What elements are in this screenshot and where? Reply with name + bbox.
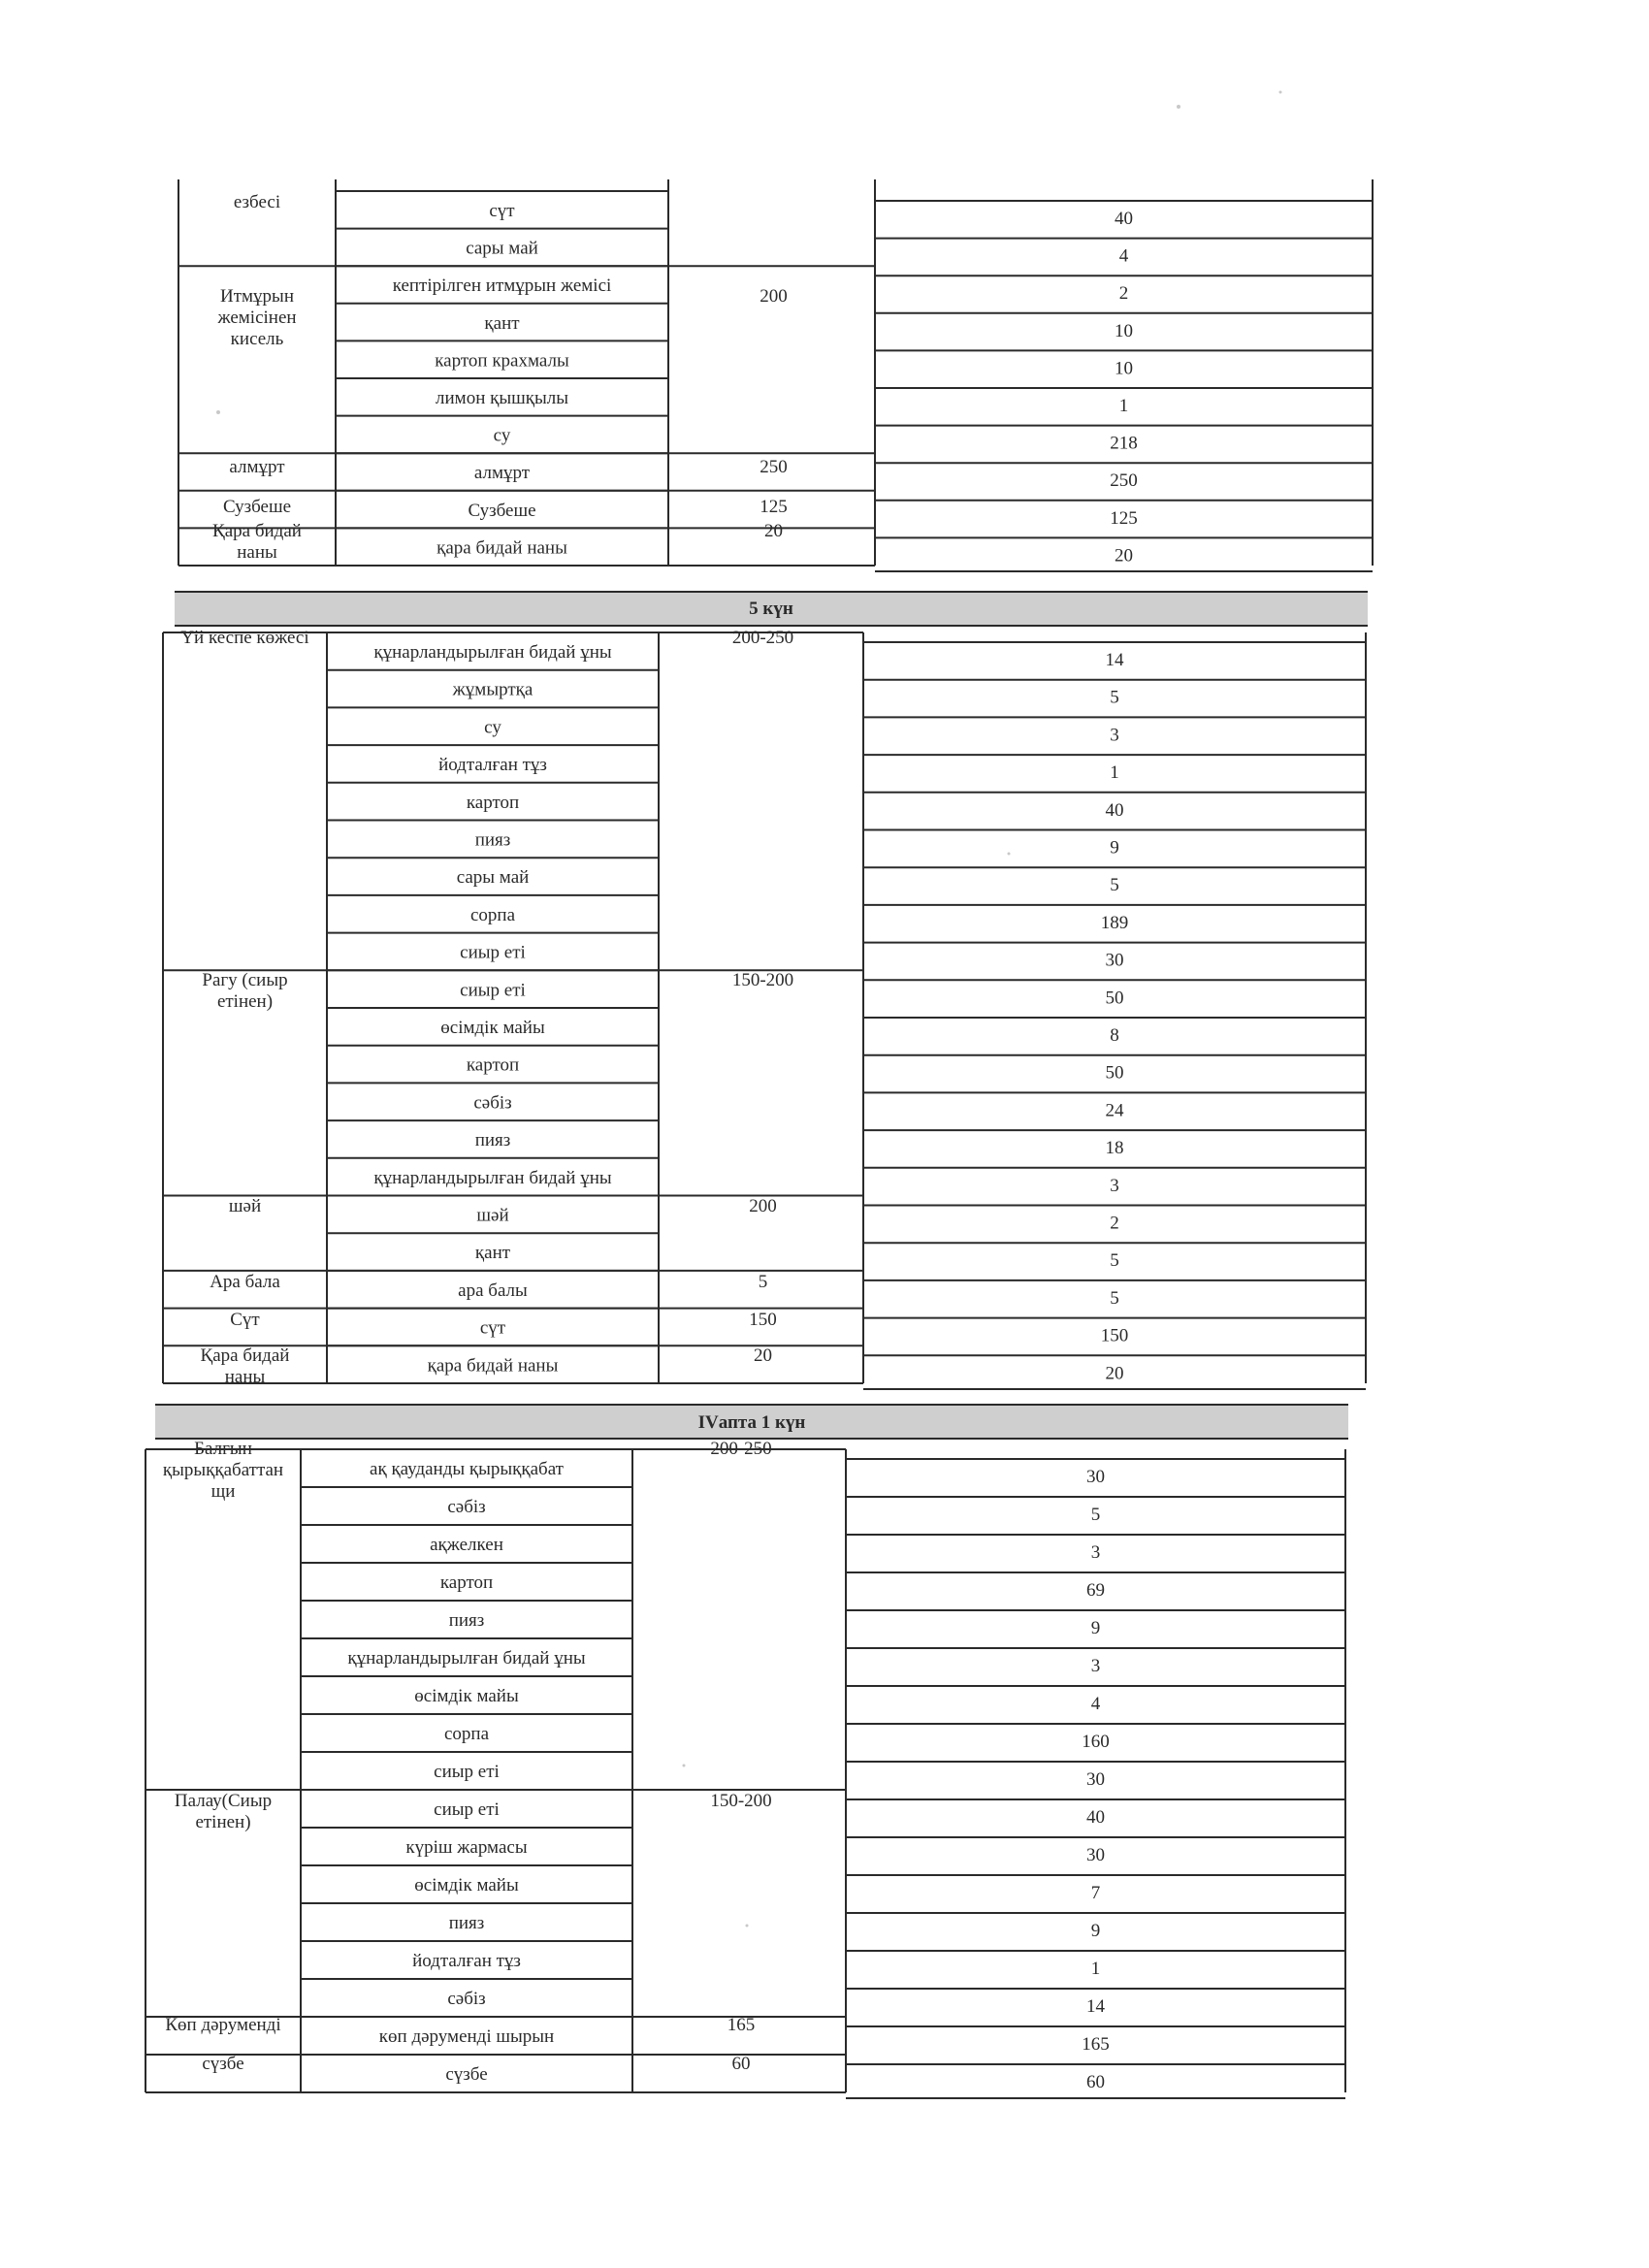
ingredient-name: сиыр еті: [460, 942, 526, 963]
ingredient-amount: 3: [1110, 1175, 1119, 1196]
dish-name: кисель: [230, 329, 284, 349]
ingredient-amount: 3: [1110, 725, 1119, 746]
ingredient-amount: 20: [1105, 1363, 1124, 1384]
dish-name: қырыққабаттан: [162, 1460, 284, 1480]
dish-name: Қара бидай: [212, 521, 302, 541]
ingredient-name: сары май: [466, 238, 538, 259]
ingredient-name: пияз: [448, 1913, 485, 1933]
ingredient-amount: 30: [1086, 1769, 1105, 1790]
ingredient-name: картоп: [439, 1572, 494, 1593]
scan-speck: [1008, 853, 1011, 856]
ingredient-name: сорпа: [443, 1724, 490, 1744]
ingredient-amount: 50: [1105, 988, 1124, 1009]
ingredient-amount: 3: [1090, 1656, 1101, 1676]
dish-name: Үй кеспе көжесі: [180, 628, 309, 648]
ingredient-name: сәбіз: [447, 1989, 486, 2009]
ingredient-amount: 160: [1082, 1732, 1110, 1752]
ingredient-amount: 1: [1090, 1959, 1101, 1979]
ingredient-name: пияз: [448, 1610, 485, 1631]
dish-name: езбесі: [233, 192, 281, 212]
portion-size: 165: [727, 2015, 756, 2035]
ingredient-amount: 5: [1110, 1287, 1119, 1309]
ingredient-name: су: [484, 717, 501, 738]
dish-name: Ара бала: [210, 1272, 280, 1292]
ingredient-name: йодталған тұз: [412, 1951, 521, 1971]
ingredient-name: қант: [484, 312, 520, 334]
dish-name: шәй: [228, 1196, 262, 1216]
ingredient-name: күріш жармасы: [405, 1837, 528, 1858]
ingredient-name: сиыр еті: [434, 1762, 500, 1782]
ingredient-name: кептірілген итмұрын жемісі: [392, 275, 612, 297]
portion-size: 125: [760, 497, 788, 517]
ingredient-name: шәй: [476, 1205, 509, 1226]
dish-name: етінен): [195, 1812, 251, 1832]
ingredient-amount: 40: [1105, 799, 1124, 821]
portion-size: 60: [731, 2054, 751, 2074]
ingredient-amount: 165: [1082, 2034, 1110, 2055]
ingredient-name: құнарландырылған бидай ұны: [347, 1648, 586, 1669]
ingredient-name: қант: [474, 1243, 511, 1264]
portion-size: 200-250: [731, 628, 794, 648]
dish-name: Рагу (сиыр: [202, 970, 288, 990]
ingredient-name: сары май: [456, 867, 530, 889]
ingredient-name: пияз: [474, 829, 511, 851]
ingredient-name: көп дәруменді шырын: [378, 2026, 555, 2047]
ingredient-amount: 30: [1105, 950, 1124, 971]
dish-name: алмұрт: [229, 457, 285, 477]
ingredient-name: Сузбеше: [468, 500, 536, 521]
ingredient-name: сорпа: [469, 904, 516, 925]
dish-name: Қара бидай: [200, 1345, 290, 1366]
ingredient-amount: 14: [1105, 650, 1124, 670]
ingredient-name: сәбіз: [473, 1092, 512, 1114]
day-header: IVапта 1 күн: [697, 1412, 806, 1433]
portion-size: 250: [760, 457, 788, 477]
dish-name: Сүт: [230, 1310, 260, 1330]
portion-size: 150-200: [731, 970, 794, 990]
portion-size: 200: [760, 286, 788, 307]
ingredient-amount: 1: [1110, 762, 1119, 784]
scan-speck: [746, 1925, 749, 1928]
dish-name: Көп дәруменді: [165, 2015, 281, 2035]
ingredient-name: қара бидай наны: [436, 537, 567, 559]
ingredient-amount: 125: [1110, 507, 1138, 529]
ingredient-amount: 69: [1086, 1580, 1105, 1601]
ingredient-amount: 20: [1115, 545, 1133, 567]
ingredient-name: сүт: [479, 1317, 506, 1339]
ingredient-name: ақжелкен: [430, 1535, 503, 1555]
ingredient-name: лимон қышқылы: [436, 388, 568, 408]
ingredient-amount: 40: [1086, 1807, 1105, 1828]
ingredient-amount: 30: [1086, 1845, 1105, 1865]
portion-size: 200: [749, 1196, 777, 1216]
ingredient-amount: 60: [1086, 2072, 1105, 2092]
ingredient-name: сиыр еті: [460, 980, 526, 1001]
dish-name: жемісінен: [217, 308, 297, 328]
ingredient-name: сиыр еті: [434, 1799, 500, 1820]
ingredient-name: өсімдік майы: [440, 1018, 545, 1038]
ingredient-name: ара балы: [458, 1280, 528, 1301]
dish-name: Балғын: [194, 1439, 252, 1459]
ingredient-amount: 5: [1110, 1250, 1119, 1272]
ingredient-amount: 1: [1118, 396, 1129, 416]
ingredient-name: ақ қауданды қырыққабат: [370, 1459, 564, 1479]
portion-size: 150: [749, 1310, 777, 1330]
ingredient-name: өсімдік майы: [414, 1686, 519, 1706]
ingredient-amount: 7: [1090, 1883, 1101, 1903]
dish-name: наны: [237, 542, 277, 563]
ingredient-name: қара бидай наны: [427, 1355, 559, 1377]
ingredient-amount: 8: [1110, 1025, 1119, 1046]
scan-speck: [1279, 91, 1282, 94]
portion-size: 20: [764, 521, 783, 541]
ingredient-name: сүзбе: [445, 2064, 488, 2085]
ingredient-name: йодталған тұз: [438, 755, 547, 776]
ingredient-name: картоп: [466, 1054, 520, 1076]
ingredient-name: сәбіз: [447, 1497, 486, 1517]
ingredient-amount: 189: [1100, 912, 1129, 933]
scan-speck: [1177, 105, 1180, 109]
ingredient-amount: 14: [1086, 1996, 1105, 2017]
ingredient-name: су: [493, 425, 511, 446]
scan-speck: [216, 410, 220, 414]
ingredient-amount: 250: [1110, 470, 1138, 492]
ingredient-amount: 2: [1118, 283, 1129, 305]
ingredient-amount: 4: [1090, 1694, 1101, 1714]
ingredient-amount: 150: [1100, 1325, 1129, 1346]
ingredient-amount: 50: [1105, 1062, 1124, 1084]
dish-name: сүзбе: [202, 2054, 244, 2074]
scan-speck: [683, 1765, 686, 1767]
dish-name: наны: [224, 1367, 266, 1387]
ingredient-amount: 18: [1105, 1138, 1124, 1159]
dish-name: щи: [210, 1481, 236, 1502]
ingredient-amount: 5: [1110, 687, 1119, 708]
ingredient-amount: 9: [1090, 1618, 1101, 1638]
ingredient-amount: 3: [1090, 1542, 1101, 1563]
portion-size: 20: [754, 1345, 772, 1366]
ingredient-amount: 10: [1115, 358, 1133, 379]
ingredient-amount: 24: [1105, 1100, 1124, 1121]
ingredient-amount: 5: [1090, 1505, 1101, 1525]
portion-size: 200-250: [710, 1439, 772, 1459]
day-header: 5 күн: [749, 599, 793, 619]
ingredient-name: сүт: [489, 201, 515, 221]
dish-name: етінен): [216, 991, 274, 1012]
dish-name: Итмұрын: [220, 286, 294, 307]
portion-size: 150-200: [710, 1791, 772, 1811]
ingredient-amount: 40: [1115, 209, 1133, 229]
ingredient-name: құнарландырылған бидай ұны: [373, 1167, 612, 1188]
ingredient-name: картоп: [466, 792, 520, 813]
dish-name: Сузбеше: [222, 497, 292, 517]
dish-name: Палау(Сиыр: [174, 1791, 273, 1811]
ingredient-amount: 4: [1118, 245, 1129, 267]
ingredient-amount: 5: [1110, 875, 1119, 896]
ingredient-amount: 2: [1110, 1213, 1119, 1234]
ingredient-name: құнарландырылған бидай ұны: [373, 642, 612, 663]
portion-size: 5: [758, 1272, 768, 1292]
ingredient-name: картоп крахмалы: [435, 350, 569, 372]
ingredient-amount: 10: [1115, 320, 1133, 341]
ingredient-amount: 9: [1090, 1921, 1101, 1941]
ingredient-name: өсімдік майы: [414, 1875, 519, 1895]
ingredient-amount: 9: [1110, 837, 1119, 859]
ingredient-name: пияз: [474, 1130, 511, 1151]
ingredient-amount: 30: [1086, 1467, 1105, 1487]
ingredient-name: жұмыртқа: [452, 679, 534, 700]
ingredient-amount: 218: [1110, 433, 1138, 454]
ingredient-name: алмұрт: [473, 463, 531, 484]
